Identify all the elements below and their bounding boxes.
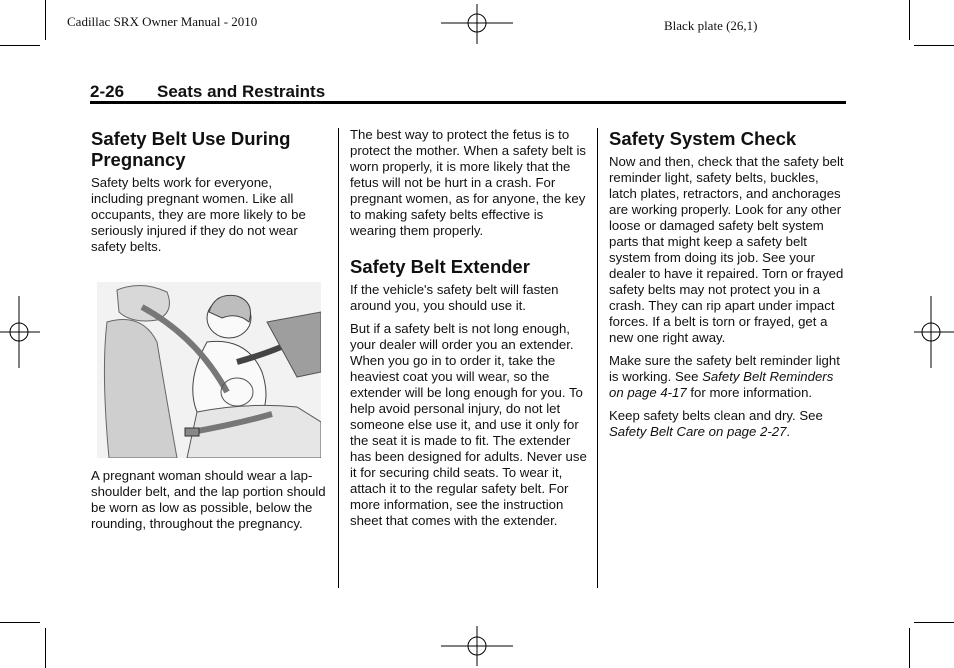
- figure-caption: A pregnant woman should wear a lap-shoulder belt, and the lap portion should be worn as low as possible, below the rounding, throughout the pregnancy.: [91, 468, 326, 531]
- paragraph: But if a safety belt is not long enough, your dealer will order you an extender. When you go in to order it, take the heaviest coat you will wear, so the extender will be long enough for you. To help avoid personal injury, do not let someone else use it, and use it only for the seat it is made to fit. The extender has been designed for adults. Never use it for securing child seats. To wear it, attach it to the regular safety belt. For more information, see the instruction sheet that comes with the extender.: [350, 321, 587, 528]
- paragraph: Now and then, check that the safety belt reminder light, safety belts, buckles, latch plates, retractors, and anchorages are working properly. Look for any other loose or damaged safety belt system parts that might keep a safety belt system from doing its job. See your dealer to have it repaired. Torn or frayed safety belts may not protect you in a crash. They can rip apart under impact forces. If a belt is torn or frayed, get a new one right away.: [609, 154, 844, 345]
- section-heading: Safety System Check: [609, 128, 797, 149]
- page-header: [90, 82, 846, 102]
- running-header-right: Black plate (26,1): [664, 18, 758, 33]
- crop-mark: [914, 45, 954, 46]
- crop-mark: [0, 622, 40, 623]
- column-3: [609, 128, 845, 447]
- paragraph: The best way to protect the fetus is to protect the mother. When a safety belt is worn properly, it is more likely that the fetus will not be hurt in a crash. For pregnant women, as for anyone, the key to making safety belts effective is wearing them properly.: [350, 127, 587, 238]
- registration-mark-icon: [441, 4, 513, 44]
- paragraph: Safety belts work for everyone, including pregnant women. Like all occupants, they are more likely to be seriously injured if they do not wear safety belts.: [91, 175, 306, 254]
- column-divider: [338, 128, 339, 588]
- column-1: [91, 128, 327, 262]
- cross-reference-link[interactable]: Safety Belt Reminders on page 4-17: [609, 369, 834, 400]
- illustration-icon: [97, 282, 321, 458]
- section-heading: Safety Belt Extender: [350, 256, 530, 277]
- paragraph-text: Keep safety belts clean and dry. See: [609, 408, 823, 423]
- cross-reference-link[interactable]: Safety Belt Care on page 2-27: [609, 424, 787, 439]
- crop-mark: [914, 622, 954, 623]
- column-1-caption: [91, 468, 327, 539]
- crop-mark: [0, 45, 40, 46]
- registration-mark-icon: [914, 296, 954, 368]
- crop-mark: [909, 628, 910, 668]
- section-title: Seats and Restraints: [157, 82, 326, 101]
- paragraph: If the vehicle's safety belt will fasten around you, you should use it.: [350, 282, 559, 313]
- section-heading: Safety Belt Use During Pregnancy: [91, 128, 291, 170]
- crop-mark: [45, 628, 46, 668]
- registration-mark-icon: [441, 626, 513, 666]
- paragraph: [609, 408, 845, 440]
- crop-mark: [909, 0, 910, 40]
- paragraph-text: for more information.: [686, 385, 813, 400]
- paragraph-text: Make sure the safety belt reminder light is working. See: [609, 353, 840, 384]
- pregnant-woman-seatbelt-illustration: [97, 282, 321, 458]
- paragraph: [609, 353, 845, 401]
- column-2: [350, 127, 588, 536]
- registration-mark-icon: [0, 296, 40, 368]
- page-number: 2-26: [90, 82, 125, 101]
- paragraph-text: .: [786, 424, 791, 439]
- running-header-left: Cadillac SRX Owner Manual - 2010: [67, 14, 258, 29]
- column-divider: [597, 128, 598, 588]
- header-rule: [90, 101, 846, 104]
- crop-mark: [45, 0, 46, 40]
